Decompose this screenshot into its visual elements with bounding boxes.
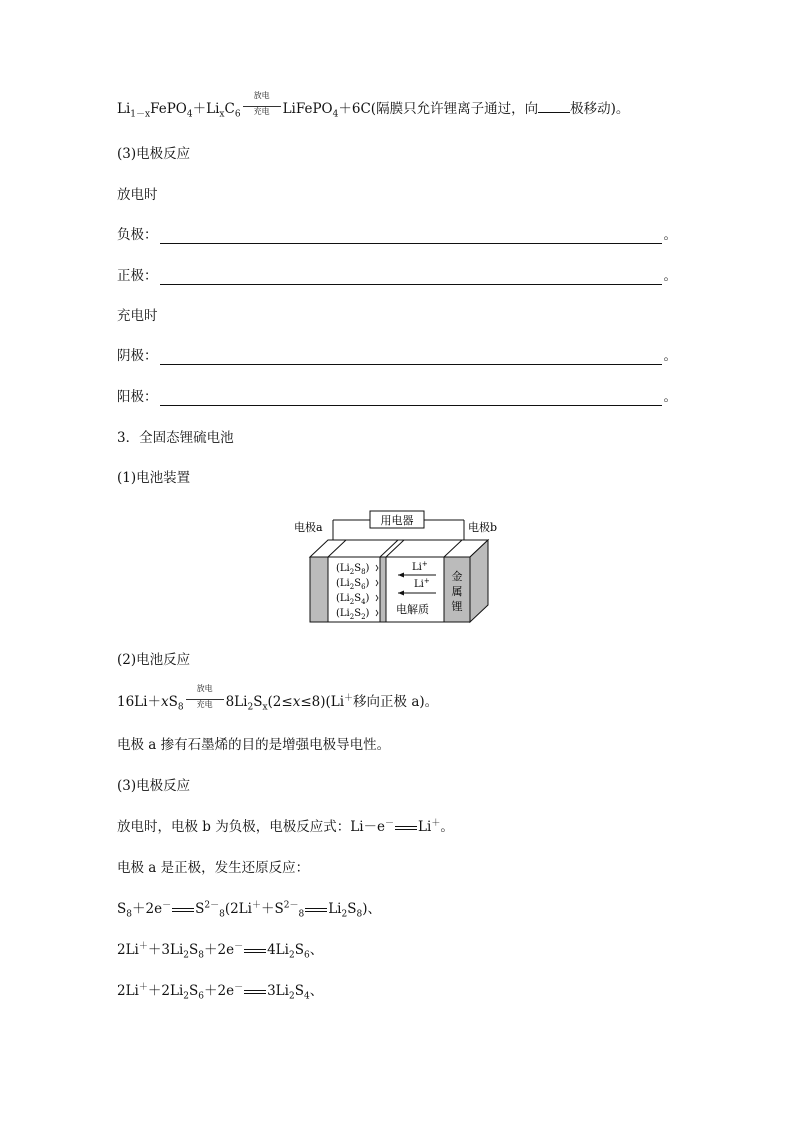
electrode-a-label: 电极a	[294, 521, 323, 534]
device-heading: (1)电池装置	[117, 470, 191, 486]
reversible-arrow: 放电 充电	[184, 693, 226, 711]
appliance-label: 用电器	[380, 514, 414, 527]
species-li2s4: $(Li_2S_4)$	[336, 593, 370, 606]
metal-char-3: 锂	[451, 600, 463, 613]
negative-electrode-fill[interactable]: 负极： 。	[117, 227, 677, 243]
reaction-heading: (2)电池反应	[117, 652, 191, 668]
reduction-equation-2: $2Li^++3Li_2S_8+2e^-$ $4Li_2S_6$、	[117, 941, 324, 961]
discharge-label: 放电时	[117, 187, 158, 203]
negative-electrode-equation: 放电时，电极 b 为负极，电极反应式：Li－e－ Li＋。	[117, 818, 454, 835]
species-li2s6: $(Li_2S_6)$	[336, 578, 370, 591]
metal-char-1: 金	[451, 570, 463, 583]
anode-fill[interactable]: 阳极： 。	[117, 389, 677, 405]
reversible-arrow: 放电 充电	[241, 100, 283, 118]
section-heading: (3)电极反应	[117, 146, 191, 162]
cathode-fill[interactable]: 阴极： 。	[117, 348, 677, 364]
separator	[380, 557, 386, 622]
electrolyte-label: 电解质	[396, 603, 429, 616]
equals-sign	[172, 908, 194, 912]
electrode-a-plate	[310, 557, 328, 622]
graphene-note: 电极 a 掺有石墨烯的目的是增强电极导电性。	[117, 737, 391, 753]
species-li2s2: $(Li_2S_2)$	[336, 608, 370, 621]
charge-label: 充电时	[117, 308, 158, 324]
lithium-sulfur-battery-diagram	[290, 508, 505, 628]
reduction-equation-1: $S_8+2e^-$ $S^{2-}_8(2Li^++S^{2-}_8$ $Li_2S_8$)、	[117, 900, 381, 920]
answer-blank[interactable]	[538, 100, 570, 113]
battery-equation-lifepo4: $Li_{1-x}FePO_4+Li_xC_6$ 放电 充电 LiFePO$_4$＋6C(隔膜只允许锂离子通过，向 极移动)。	[117, 91, 630, 120]
equals-sign	[244, 990, 266, 994]
equals-sign	[305, 908, 327, 912]
equals-sign	[244, 949, 266, 953]
battery-equation-lis: $16Li+xS_8$ 放电 充电 $8Li_2S_x(2\le x\le 8)(Li^+$移向正极 a)。	[117, 684, 439, 713]
part-title: 3．全固态锂硫电池	[117, 430, 234, 446]
electrode-heading: (3)电极反应	[117, 778, 191, 794]
metal-char-2: 属	[451, 585, 463, 598]
positive-electrode-fill[interactable]: 正极： 。	[117, 268, 677, 284]
electrode-b-label: 电极b	[468, 521, 498, 534]
equals-sign	[395, 826, 417, 830]
li-ion-label-2: Li+	[414, 577, 430, 590]
reduction-equation-3: $2Li^++2Li_2S_6+2e^-$ $3Li_2S_4$、	[117, 982, 324, 1002]
species-li2s8: $(Li_2S_8)$	[336, 563, 370, 576]
li-ion-label-1: Li+	[412, 560, 428, 573]
positive-electrode-intro: 电极 a 是正极，发生还原反应：	[117, 860, 310, 876]
